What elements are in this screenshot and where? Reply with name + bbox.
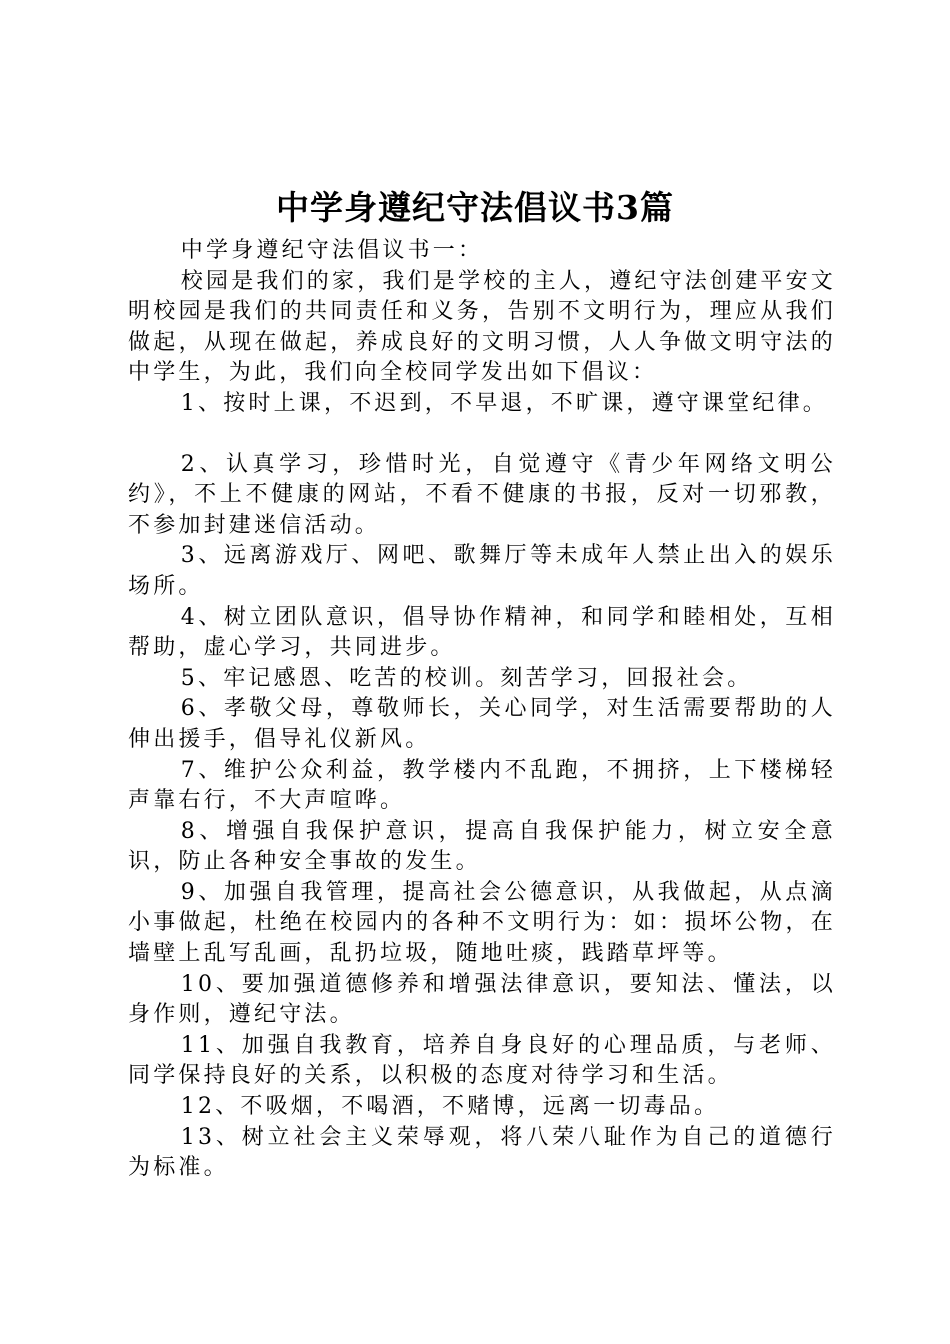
list-item: 13、树立社会主义荣辱观，将八荣八耻作为自己的道德行为标准。: [128, 1124, 836, 1181]
list-item: 3、远离游戏厅、网吧、歌舞厅等未成年人禁止出入的娱乐场所。: [128, 543, 836, 599]
list-item: 4、树立团队意识，倡导协作精神，和同学和睦相处，互相帮助，虚心学习，共同进步。: [128, 604, 836, 661]
document-title: 中学身遵纪守法倡议书3篇: [276, 188, 674, 227]
list-item: 7、维护公众利益，教学楼内不乱跑，不拥挤，上下楼梯轻声靠右行，不大声喧哗。: [128, 757, 836, 814]
list-item: 9、加强自我管理，提高社会公德意识，从我做起，从点滴小事做起，杜绝在校园内的各种不文明行为：如：损坏公物，在墙壁上乱写乱画，乱扔垃圾，随地吐痰，践踏草坪等。: [128, 879, 836, 967]
list-item: 2、认真学习，珍惜时光，自觉遵守《青少年网络文明公约》，不上不健康的网站，不看不健康的书报，反对一切邪教，不参加封建迷信活动。: [128, 451, 836, 538]
list-item: 1、按时上课，不迟到，不早退，不旷课，遵守课堂纪律。: [180, 390, 828, 416]
list-item: 8、增强自我保护意识，提高自我保护能力，树立安全意识，防止各种安全事故的发生。: [128, 818, 836, 875]
list-item: 11、加强自我教育，培养自身良好的心理品质，与老师、同学保持良好的关系，以积极的态度对待学习和生活。: [128, 1032, 836, 1089]
section-heading: 中学身遵纪守法倡议书一：: [180, 238, 484, 263]
list-item: 10、要加强道德修养和增强法律意识，要知法、懂法，以身作则，遵纪守法。: [128, 971, 836, 1028]
document-body: [128, 236, 836, 1184]
list-item: 12、不吸烟，不喝酒，不赌博，远离一切毒品。: [180, 1094, 720, 1120]
list-item: 5、牢记感恩、吃苦的校训。刻苦学习，回报社会。: [180, 665, 753, 691]
list-item: 6、孝敬父母，尊敬师长，关心同学，对生活需要帮助的人伸出援手，倡导礼仪新风。: [128, 696, 836, 752]
intro-paragraph: 校园是我们的家，我们是学校的主人，遵纪守法创建平安文明校园是我们的共同责任和义务，告别不文明行为，理应从我们做起，从现在做起，养成良好的文明习惯，人人争做文明守法的中学生，为此，我们向全校同学发出如下倡议：: [128, 268, 836, 386]
